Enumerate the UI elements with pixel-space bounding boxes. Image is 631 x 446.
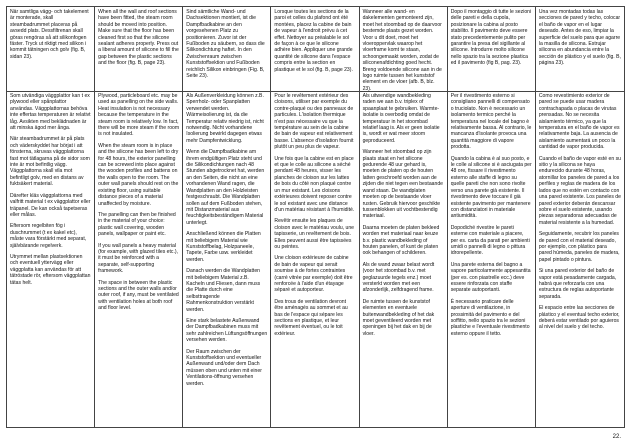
paragraph: El espacio entre las secciones de plástico y el eventual techo exterior, deberá estar ventilado por aguieros al nivel del suelo y del techo. xyxy=(538,305,620,331)
bottom-column-es xyxy=(536,91,624,427)
paragraph: Als uitwendige wandbekleding raden we aan b.v. triplex of spaanplaat te gebruiken. Warmte-isolatie is overbodig omdat de temperatuur in het stoombad relatief laag is. Als er geen isolatie is, wordt er wat meer stoom geproduceerd. xyxy=(362,93,440,144)
paragraph: När samtliga vägg- och takelement är monterade, skall steambadrummet placeras på avsedd plats. Dessfiltrenan skall göras rengöras så att silikonfogen fäster. Tryck ut riktigt med silikon i kommit tätningen och golv (fig. B, sidan 23). xyxy=(10,9,89,60)
paragraph: Wanneer het stoombad op zijn plaats staat en het silicone gedurende 48 uur gehard is, moeten de platen op de houten latten geschroefd worden aan de zijden die niet tegen een bestaande wand staan. De wandplaten moeten op de bestaande vloer rusten. Gebruik hiervoor geschikte tussenblokken uit vochtbestendig materiaal. xyxy=(362,149,443,220)
top-column-en xyxy=(95,7,183,91)
paragraph: Daarna moeten de platen bekleed worden met materiaal naar keuze b.v. plastic wandbekleding of houten panelen, of kunt de platen ook behangen of schilderen. xyxy=(362,224,440,257)
paragraph: Pour le revêtement extérieur des cloisons, utiliser par exemple du contre-plaqué ou des panneaux de particules. L'isolation thermique n'est pas nécessaire vu que la température au sein de la cabine de bain de vapeur est relativement basse. L'absence d'isolation fournit plutôt un peu plus de vapeur. xyxy=(274,93,354,151)
paragraph: Als Außenverkleidung können z.B. Sperrholz- oder Spanplatten verwendet werden. Wärmeisolierung ist, da die Temperatur relativ niedrig ist, nicht notwendig. Nicht vorhandene Isolierung bewirkt dagegen etwas mehr Dampfentwicklung. xyxy=(186,93,264,144)
paragraph: Lorsque toutes les sections de la paroi et celles du plafond ont été montées, placez la cabine de bain de vapeur à l'endroit prévu à cet effet. Nettoyer au préalable le sol de façon à ce que le silicone adhère bien. Appliquer une grande quantité de silicone dans l'espace compris entre la section en plastique et le sol (fig. B, page 23). xyxy=(274,9,353,73)
paragraph: Une cloison extérieure de cabine de bain de vapeur qui serait soumise à de fortes contraintes (carré vitrée par exemple) doit être renforcée à l'aide d'un étayage séparé et autoporteur. xyxy=(274,255,353,294)
paragraph: Danach werden die Wandplatten mit beliebigem Material z.B. Kacheln und Fliesen, dann muss die Platte durch eine selbsttragende Rahmenkonstruktion verstärkt werden. xyxy=(186,268,261,313)
paragraph: Dopodiché rivestire le pareti esterne con materiale a piacere, per es. carta da parati per ambienti umidi o pannelli di legno o pittura idrorepellente. xyxy=(450,224,530,257)
paragraph: Una parete esterna del bagno a vapore particolarmente appesantita (per es. con piastrelle ecc.) deve essere rinforzata con staffe separate autoportanti. xyxy=(450,261,531,294)
top-column-fr xyxy=(271,7,359,91)
top-column-nl xyxy=(360,7,448,91)
bottom-column-nl xyxy=(360,91,448,427)
paragraph: Därefter kläs väggplattorna med valfritt material t ex väggplattor eller träpanel. De kan också tapetseras eller målas. xyxy=(10,192,91,218)
paragraph: Der Raum zwischen der Kunststoffsektion und eventueller Außenwand und/oder dem Dach müssen oben und unten mit einer Ventilations-öffnung versehen werden. xyxy=(186,348,262,387)
paragraph: Dopo il montaggio di tutte le sezioni delle pareti e della cupola, posizionare la cabina al posto stabilito. Il pavimento deve essere stato precedentemente pulito per garantire la presa del sigillante al silicone. Introdurre molto silicone nello spazio tra la sezione plastica ed il pavimento (fig B, pag. 23). xyxy=(450,9,532,67)
bottom-column-it xyxy=(448,91,536,427)
paragraph: Per il rivestimento esterno si consigliano pannelli di compensato o truciolato. Non è necessario un isolamento termico perché la temperatura nel locale del bagno è relativamente bassa. Al contrario, le mancanza d'isolante provoca una quantità maggiore di vapore prodotta. xyxy=(450,93,532,151)
paragraph: If you wall panels a heavy material (for example, with glazed tiles etc.), it must be reinforced with a separate, self-supporting framework. xyxy=(98,242,178,275)
paragraph: When the steam room is in place and the silicone has been left to dry for 48 hours, the exterior panelling can be screwed into place against the wooden profiles and battens on the walls open to the room. The outer wall panels should rest on the existing floor, using suitable distance pieces of a material unaffected by moisture. xyxy=(98,142,179,207)
paragraph: Eftersom regelbiten fög i duschrummet (t ex kakel etc), måste vara förstärkt med separat, självbärande regelverk. xyxy=(10,223,87,249)
top-text-row xyxy=(6,6,625,92)
paragraph: När steambadrummet är på plats och väderskyddet har börjat i att fönsterna, skruvas väggplattorna fast mot tätlagarna på de sidor som inte är mot befintlig vägg. Väggplattorna skall vila mot befintligt golv, med en distans av fuktsäkert material. xyxy=(10,136,90,188)
paragraph: Som utvändiga väggplattor kan t ex plywood eller spånplattor användas. Väggplattornas behöva inte effertas temperaturen är relativt låg. Avsikten med beklädnaden är att minska ägod mer ånga. xyxy=(10,93,91,132)
paragraph: Como revestimiento exterior de pared se puede usar madera contrachapada o placas de virutas prensadas. No se necesita aislamiento térmico, ya que la temperatura en el baño de vapor es relativamente baja. La ausencia de aislamiento aumentará un poco la cantidad de vapor producida. xyxy=(538,93,620,151)
bottom-column-sv xyxy=(7,91,95,427)
bottom-column-de xyxy=(183,91,271,427)
paragraph: Utrymmet mellan plastsektionen och eventuell yttervägg eller väggplatta kan användas för att tätröstade rör, eftersom väggplattan tätas helt. xyxy=(10,253,91,286)
paragraph: When all the wall and roof sections have been fitted, the steam room should be moved into position. Make sure that the floor has been cleaned first so that the silicone sealant adheres properly. Press out a liberal amount of silicone to fill the gap between the plastic sections and the floor (fig. B, page 23). xyxy=(98,9,179,67)
top-column-de xyxy=(183,7,271,91)
paragraph: De ruimte tussen de kunststof elementen en eventuele buitenwandbekleding of het dak moet geventileerd worden met openingen bij het dak en bij de vloer. xyxy=(362,298,435,337)
paragraph: Eine stark belastete Außenwand der Dampfbadkabinen muss mit sehr zahlreichen Lüftungsöffnungen versehen werden. xyxy=(186,318,268,344)
paragraph: Si una pared exterior del baño de vapor está pesadamente cargada, habrá que reforzarla con una estructura de reglas autoportante separada. xyxy=(538,268,617,300)
bottom-column-en xyxy=(95,91,183,427)
paragraph: Una vez montadas todas las secciones de pared y techo, colocar el baño de vapor en el lugar deseado. Antes de eso, limpiar la superficie del suelo para que agarre la masilla de silicona. Estrujar silicona en abundancia entre la sección de plástico y el suelo (fig. B, página 23). xyxy=(538,9,621,67)
paragraph: Als de wand zwaar belast wordt (voor het stoombad b.v. met geglazuurde tegels enz.) moet versterkt worden met een afzonderlijk, zelfdragend frame. xyxy=(362,261,435,294)
top-column-sv xyxy=(7,7,95,91)
bottom-column-fr xyxy=(271,91,359,427)
top-column-it xyxy=(448,7,536,91)
paragraph: Une fois que la cabine est en place et que le colle au silicone a séché pendant 48 heures, visser les planches de cloison sur les lattes de bois du côté non plaqué contre un mur existant. Les cloisons extérieures doivent reposer contre le sol existant avec une distance d'un matériau résistant à l'humidité. xyxy=(274,155,355,213)
paragraph: Cuando el baño de vapor esté en su sitio y la silicona se haya endurecido durante 48 horas, atornillar los paneles de pared a los perfiles y reglas de madera de los lados que no estén en contacto con una pared existente. Los paneles de pared exterior deberán descansar sobre el suelo existente, usando piezas separadoras adecuadas de material resistente a la humedad. xyxy=(538,155,621,226)
paragraph: Wenn die Dampfbadkabine am ihrem endgültigen Platz steht und die Silikondichtungen nach 48 Stunden abgetrocknet hat, werden an den Seiten, die nicht an eine vorhandenen Wand ragen, die Wandplatten an den Holzleisten festgeschraubt. Die Wandplatten sollen auf dem Fußboden stehen, mit Distanzmaterial aus feuchtigkeitsbeständigem Material unterlegt. xyxy=(186,149,265,226)
paragraph: È necessario praticare delle aperture di ventilazione, in prossimità del pavimento e del soffitto, nello spazio tra le sezioni plastiche e l'eventuale rivestimento esterno oppure il tetto. xyxy=(450,298,530,337)
top-column-es xyxy=(536,7,624,91)
paragraph: Anschließend können die Platten mit beliebigem Material wie Kunststoffbelag, Holzpaneele, Tapete, Farbe usw. verkleidet werden. xyxy=(186,231,261,263)
page-number: 22. xyxy=(612,434,621,440)
paragraph: The panelling can then be finished in the material of your choice: plastic wall covering, wooden panels, wallpaper or paint etc. xyxy=(98,211,176,238)
paragraph: Quando la cabina è al suo posto, e le colle al silicone si è asciugata per 48 ore, fissare il rivestimento esterno alle staffe di legno su quelle pareti che non sono rivolte verso una parete già esistente. Il rivestimento deve toccare il già esistente pavimento per mantenere con distanziatori in materiale antiumidità. xyxy=(450,155,532,220)
paragraph: Plywood, particleboard etc. may be used as panelling on the side walls. Heat insulation is not necessary because the temperature in the steam room is relatively low. In fact, there will be more steam if the room is not insulated. xyxy=(98,93,180,138)
paragraph: Des trous de ventilation devront être aménagés au sommet et au bas de l'espace qui sépare les sections en plastique, et leur revêtement éventuel, ou le toit extérieur. xyxy=(274,298,348,337)
paragraph: Seguidamente, recubrir los paneles de pared con el material deseado, por ejemplo, con plástico para pared húmeda, paneles de madera, papel pintado o pintura. xyxy=(538,231,620,263)
paragraph: Sind sämtliche Wand- und Dachsektionen montiert, ist die Dampfbadkabine an den vorgesehenen Platz zu positionieren. Zuvor ist der Fußboden zu säubern, so dass die Silikondichtung haftet. In den Zwischenraum zwischen Kunststoffsektion und Fußboden reichlich Silikon einbringen (Fig. B, Seite 23). xyxy=(186,9,265,80)
bottom-text-row xyxy=(6,91,625,428)
paragraph: Revêtir ensuite les plaques de cloison avec le matériau voulu, une tapisserie, un revêtement de bois. Elles peuvent aussi être tapissées ou peintes. xyxy=(274,218,354,250)
paragraph: The space in between the plastic sections and the outer walls and/or outer roof, if any, must be ventilated with ventilation holes at both roof and floor level. xyxy=(98,279,179,312)
paragraph: Wanneer alle wand- en dakelementen gemonteerd zijn, moet het stoombad op de daarvoor bestemde plaats gezet worden. Voor u dit doet, moet het vloeroppervlak waarop het vloerframe komt te staan, schoongemaakt worden, zodat de siliconenafdichting goed hecht. Breng voldoende silicone aan in de logo ruimte tussen het kunststof element en de vloer (afb. B, blz. 23). xyxy=(362,9,442,91)
